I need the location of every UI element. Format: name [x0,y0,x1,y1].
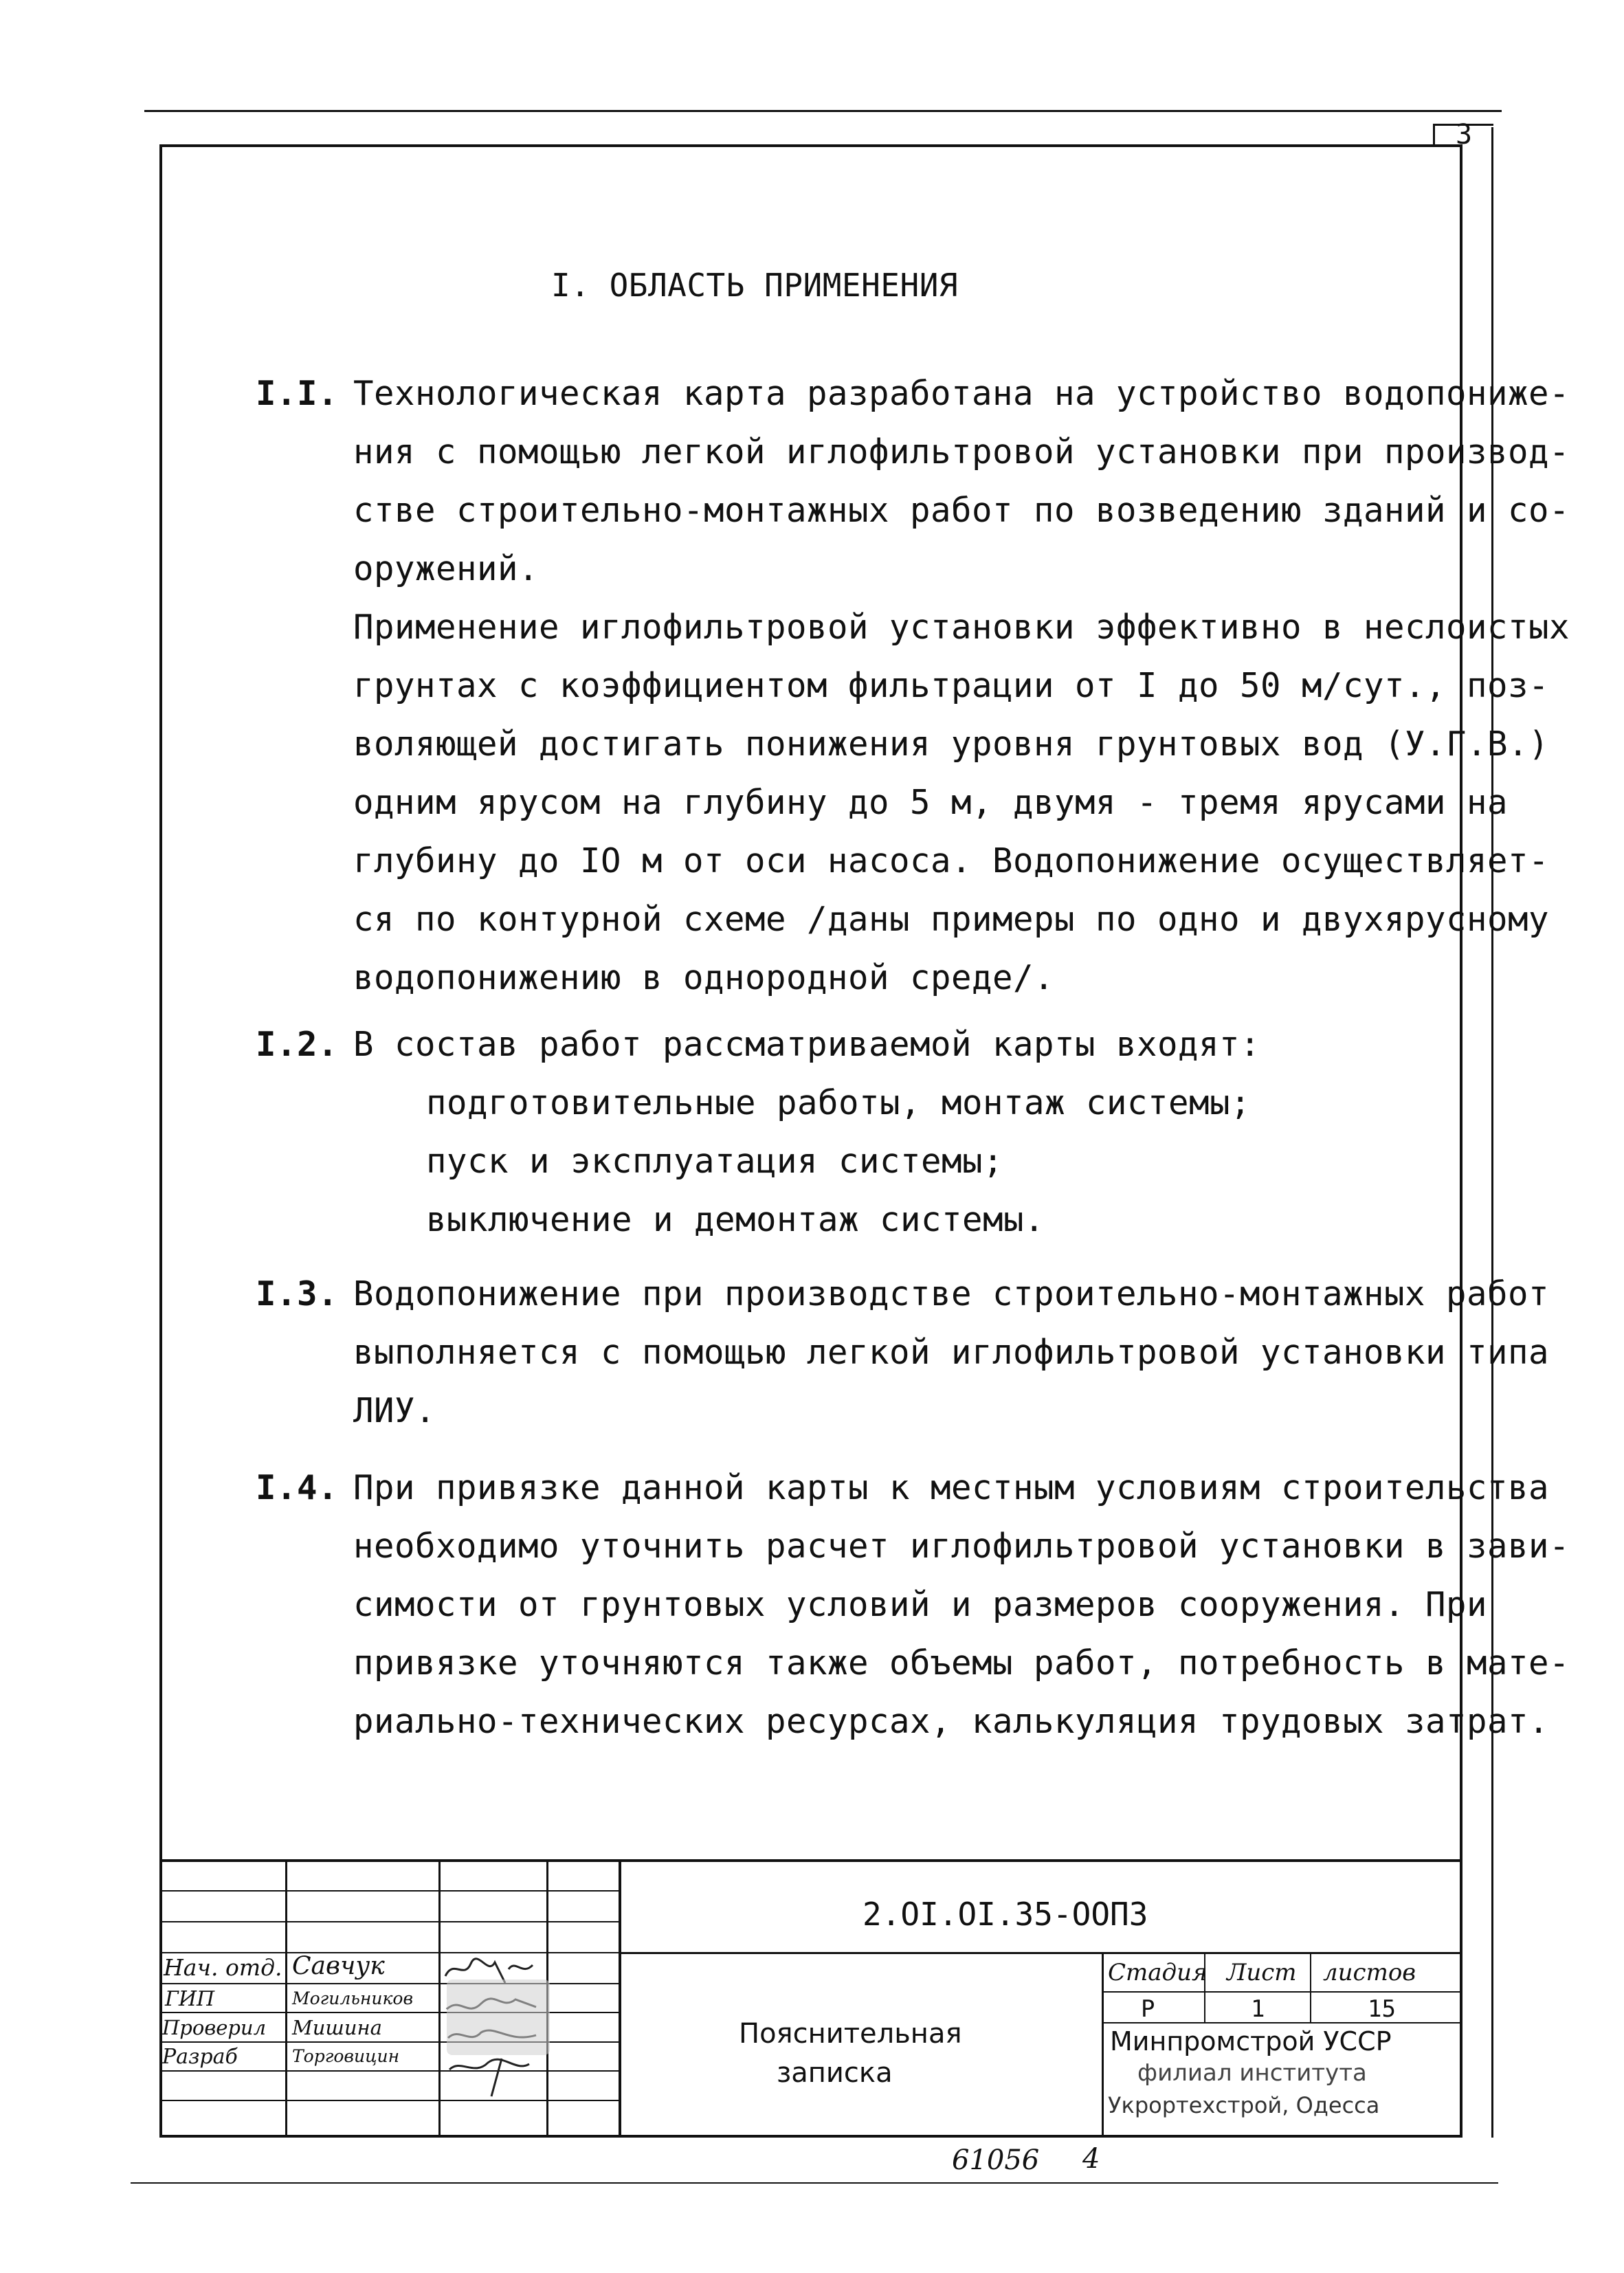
text-line: выключение и демонтаж системы. [426,1200,1045,1239]
tb-code-divider [619,1952,1462,1954]
text-line: ЛИУ. [353,1391,436,1430]
text-line: выполняется с помощью легкой иглофильтровой установки типа [353,1333,1550,1372]
frame-left [159,144,162,1065]
paragraph-number: I.2. [256,1025,339,1064]
approval-stamp [447,1980,550,2055]
section-title: I. ОБЛАСТЬ ПРИМЕНЕНИЯ [551,267,959,304]
text-line: одним ярусом на глубину до 5 м, двумя - тремя ярусами на [353,783,1509,822]
text-line: При привязке данной карты к местным условиям строительства [353,1468,1550,1507]
sheet-number: 3 [1456,119,1473,151]
stage-value: Р [1141,1995,1155,2023]
text-line: ния с помощью легкой иглофильтровой установки при производ- [353,432,1570,472]
stage-label: Стадия [1108,1959,1208,1986]
tb-hline [159,1890,620,1892]
tb-hline [1102,2022,1462,2023]
organization-line1: Минпромстрой УССР [1110,2026,1392,2056]
text-line: ся по контурной схеме /даны примеры по одно и двухярусному [353,900,1550,939]
text-line: В состав работ рассматриваемой карты входят: [353,1025,1261,1064]
frame-left-lower [159,1024,162,2138]
signature-role: Нач. отд. [164,1954,282,1981]
organization-line2: филиал института [1137,2059,1367,2087]
tb-vline [1310,1952,1311,2022]
text-line: оружений. [353,549,540,588]
sheets-value: 15 [1368,1995,1396,2023]
signature-name: Могильников [292,1988,414,2008]
text-line: Водопонижение при производстве строительно-монтажных работ [353,1274,1550,1313]
organization-line3: Укрортехстрой, Одесса [1108,2092,1380,2118]
tb-hline [1102,1991,1462,1993]
text-line: привязке уточняются также объемы работ, потребность в мате- [353,1643,1570,1683]
paragraph-number: I.3. [256,1274,339,1313]
text-line: стве строительно-монтажных работ по возведению зданий и со- [353,491,1570,530]
text-line: риально-технических ресурсах, калькуляция трудовых затрат. [353,1702,1550,1741]
signature-name: Торговицин [292,2046,400,2066]
footer-rule [131,2182,1498,2184]
text-line: подготовительные работы, монтаж системы; [426,1083,1252,1122]
paragraph-number: I.I. [256,374,339,413]
tb-vline [285,1859,287,2135]
frame-right-outer [1491,127,1493,2138]
tb-hline [159,2100,620,2101]
tb-vline [1102,1952,1104,2135]
sheets-label: листов [1323,1959,1416,1986]
signature-role: ГИП [165,1987,215,2011]
top-rule [144,110,1502,112]
tb-bottom [159,2135,1462,2138]
sheet-value: 1 [1251,1995,1265,2023]
document-name-line1: Пояснительная [739,2018,962,2050]
inventory-number: 61056 [952,2144,1040,2176]
text-line: воляющей достигать понижения уровня грунтовых вод (У.Г.В.) [353,724,1550,764]
text-line: необходимо уточнить расчет иглофильтровой установки в зави- [353,1527,1570,1566]
sheet-box-left [1433,124,1435,146]
frame-top [159,144,1462,147]
tb-hline [159,1952,620,1953]
text-line: глубину до IO м от оси насоса. Водопонижение осуществляет- [353,841,1550,880]
text-line: симости от грунтовых условий и размеров сооружения. При [353,1585,1488,1624]
tb-hline [159,1921,620,1922]
signature-name: Мишина [292,2016,382,2039]
text-line: грунтах с коэффициентом фильтрации от I до 50 м/сут., поз- [353,666,1550,705]
text-line: водопонижению в однородной среде/. [353,958,1055,997]
text-line: Применение иглофильтровой установки эффективно в неслоистых [353,608,1570,647]
document-code: 2.OI.OI.35-OOПЗ [863,1896,1148,1933]
text-line: Технологическая карта разработана на устройство водопониже- [353,374,1570,413]
sheet-label: Лист [1227,1959,1297,1986]
signature-role: Разраб [162,2045,238,2069]
signature-name: Савчук [292,1952,385,1980]
text-line: пуск и эксплуатация системы; [426,1142,1004,1181]
tb-top [159,1859,1462,1862]
paragraph-number: I.4. [256,1468,339,1507]
inventory-suffix: 4 [1082,2143,1100,2175]
document-name-line2: записка [777,2057,893,2089]
signature-role: Проверил [162,2016,267,2039]
tb-vline [619,1859,621,2135]
